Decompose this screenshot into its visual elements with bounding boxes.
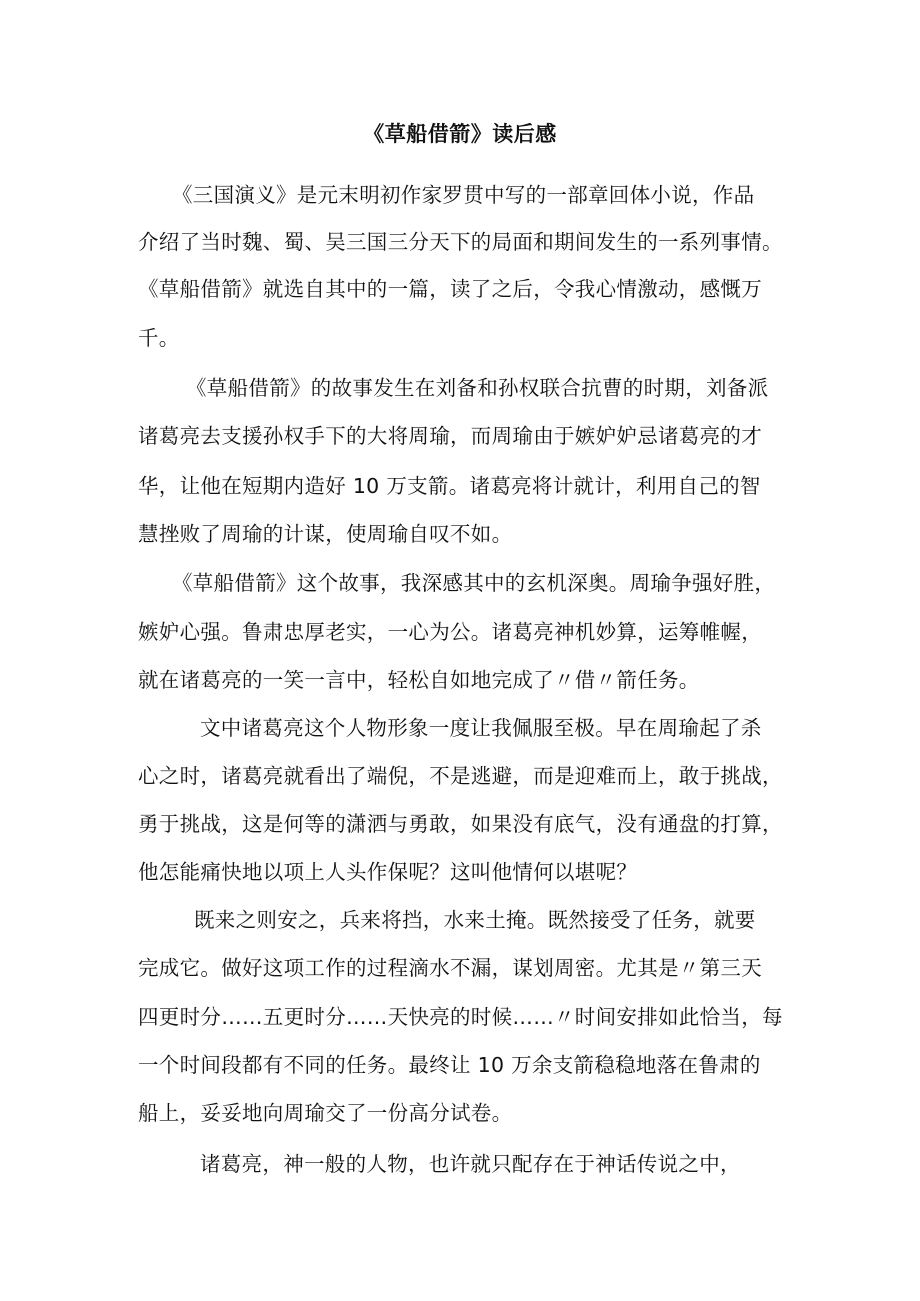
paragraph-2-line-1: 《草船借箭》的故事发生在刘备和孙权联合抗曹的时期，刘备派 [186,376,769,400]
paragraph-1-line-1: 《三国演义》是元末明初作家罗贯中写的一部章回体小说，作品 [172,183,755,207]
paragraph-4-line-2: 心之时，诸葛亮就看出了端倪，不是逃避，而是迎难而上，敢于挑战， [138,764,783,788]
paragraph-1-line-4: 千。 [138,326,180,350]
paragraph-5-line-5: 船上，妥妥地向周瑜交了一份高分试卷。 [138,1101,513,1125]
paragraph-1-line-2: 介绍了当时魏、蜀、吴三国三分天下的局面和期间发生的一系列事情。 [138,230,783,254]
paragraph-5-line-1: 既来之则安之，兵来将挡，水来土掩。既然接受了任务，就要 [194,908,756,932]
paragraph-3-line-3: 就在诸葛亮的一笑一言中，轻松自如地完成了〃借〃箭任务。 [138,668,700,692]
paragraph-3-line-2: 嫉妒心强。鲁肃忠厚老实，一心为公。诸葛亮神机妙算，运筹帷幄， [138,620,762,644]
paragraph-4-line-3: 勇于挑战，这是何等的潇洒与勇敢，如果没有底气，没有通盘的打算， [138,812,783,836]
paragraph-4-line-4: 他怎能痛快地以项上人头作保呢？这叫他情何以堪呢？ [138,860,638,884]
paragraph-5-line-4: 一个时间段都有不同的任务。最终让 10 万余支箭稳稳地落在鲁肃的 [138,1053,761,1077]
document-title: 《草船借箭》读后感 [363,122,557,146]
paragraph-3-line-1: 《草船借箭》这个故事，我深感其中的玄机深奥。周瑜争强好胜， [172,571,776,595]
paragraph-1-line-3: 《草船借箭》就选自其中的一篇，读了之后，令我心情激动，感慨万 [138,277,762,301]
paragraph-5-line-3: 四更时分……五更时分……天快亮的时候……〃时间安排如此恰当，每 [138,1005,783,1029]
paragraph-2-line-2: 诸葛亮去支援孙权手下的大将周瑜，而周瑜由于嫉妒妒忌诸葛亮的才 [138,424,762,448]
paragraph-2-line-4: 慧挫败了周瑜的计谋，使周瑜自叹不如。 [138,522,513,546]
paragraph-6-line-1: 诸葛亮，神一般的人物，也许就只配存在于神话传说之中， [200,1152,741,1176]
paragraph-5-line-2: 完成它。做好这项工作的过程滴水不漏，谋划周密。尤其是〃第三天 [138,956,762,980]
paragraph-4-line-1: 文中诸葛亮这个人物形象一度让我佩服至极。早在周瑜起了杀 [200,716,762,740]
paragraph-2-line-3: 华，让他在短期内造好 10 万支箭。诸葛亮将计就计，利用自己的智 [138,474,761,498]
